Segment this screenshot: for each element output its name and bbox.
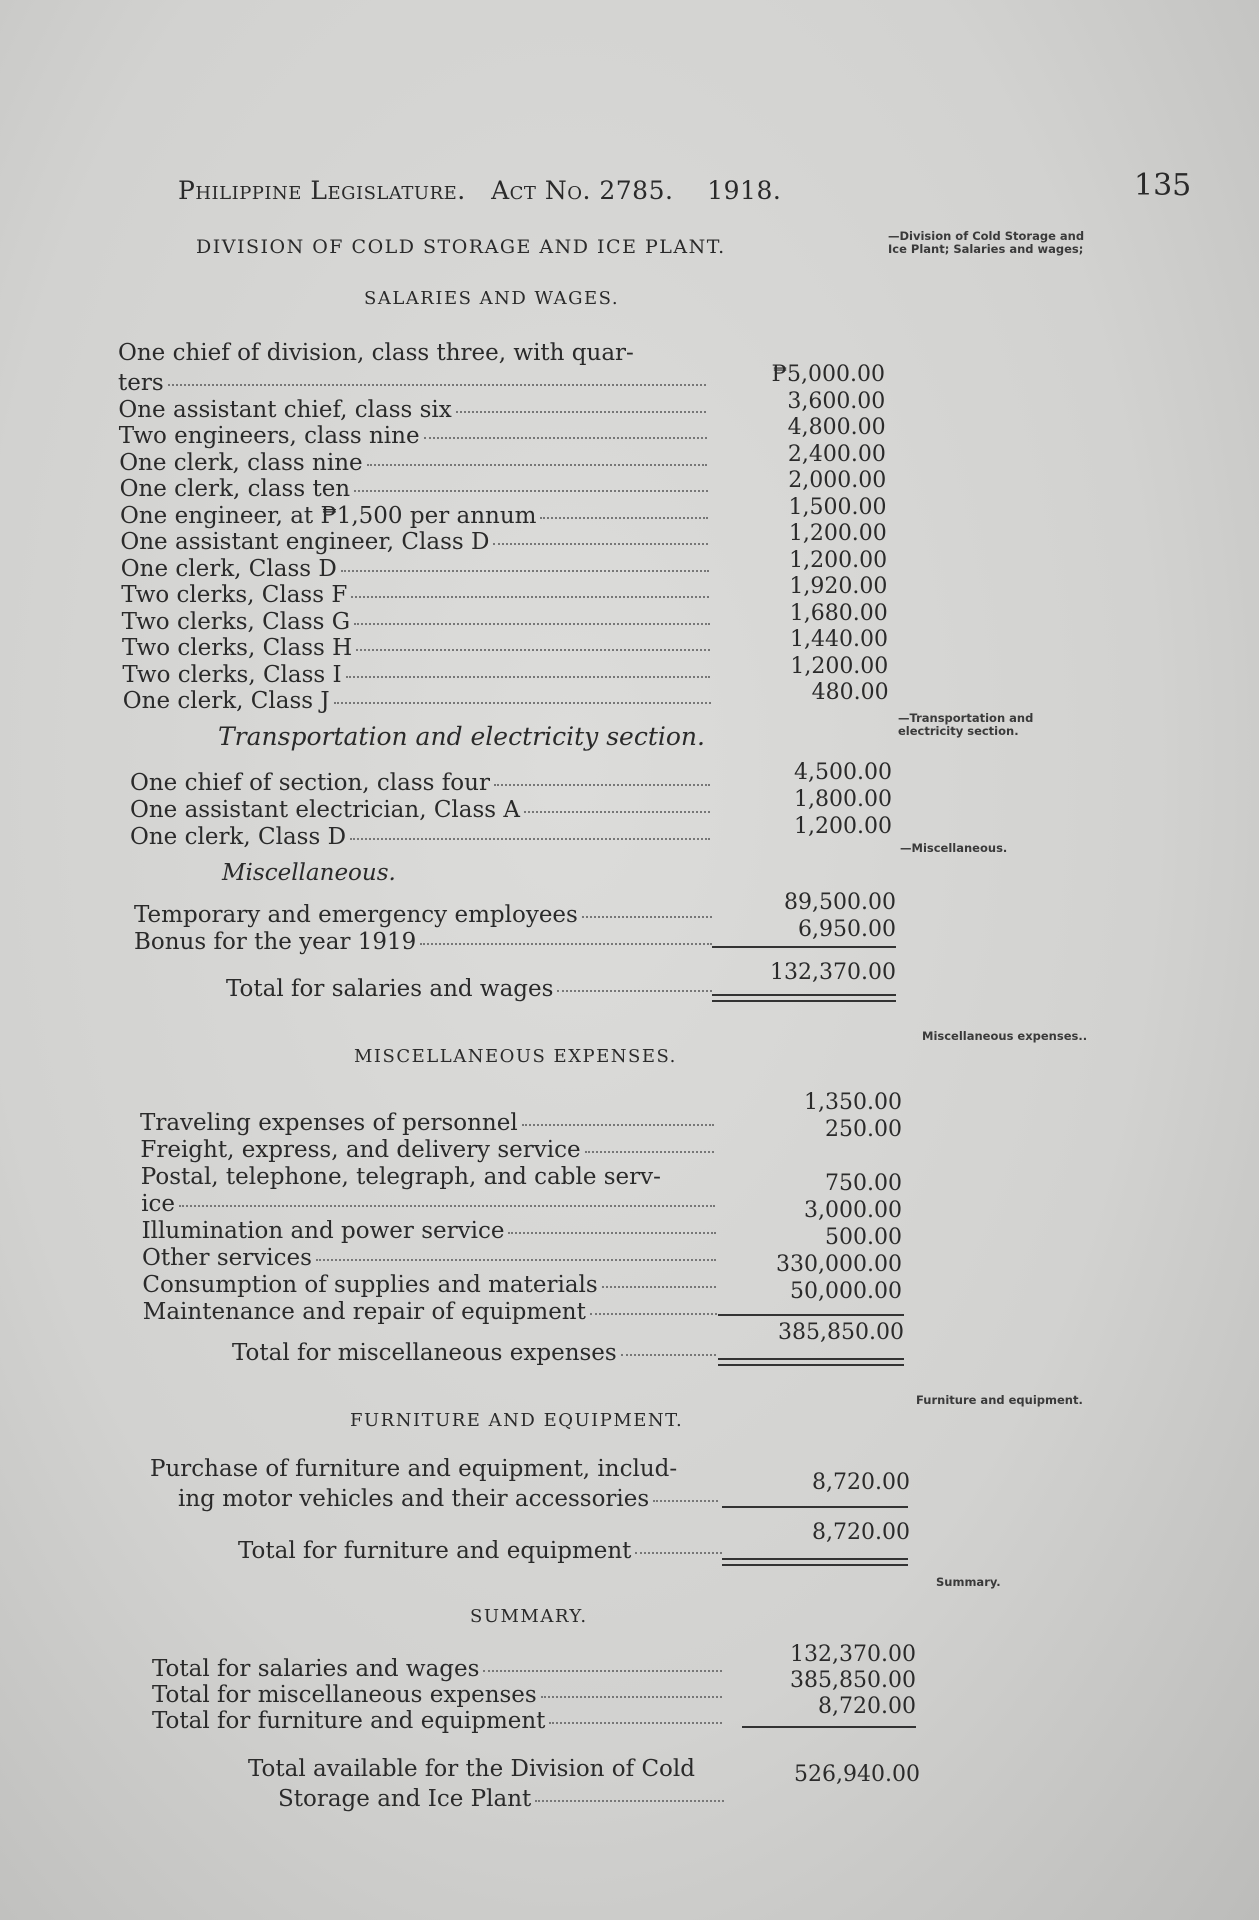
item-value: 1,200.00 [789, 547, 888, 573]
grand-total [278, 1786, 724, 1813]
item-label: One assistant chief, class six [118, 396, 452, 423]
item-label: Freight, express, and delivery service [140, 1137, 581, 1163]
item-label: Other services [142, 1245, 312, 1271]
item-label: One assistant engineer, Class D [120, 529, 490, 555]
leader-dots [493, 542, 708, 545]
item-value: 8,720.00 [818, 1694, 916, 1719]
item-label: One chief of section, class four [130, 770, 490, 796]
margin-note-misc: —Miscellaneous. [900, 841, 1008, 855]
total-value: 132,370.00 [770, 960, 896, 985]
total-label: Total for salaries and wages [226, 976, 554, 1002]
item-label: Traveling expenses of personnel [140, 1110, 518, 1136]
leader-dots [590, 1312, 717, 1315]
leader-dots [582, 915, 712, 918]
item-value: 1,680.00 [789, 600, 888, 626]
item-value: 2,400.00 [787, 441, 886, 467]
item-value: 500.00 [825, 1225, 902, 1250]
item-label: One clerk, class nine [119, 449, 363, 476]
item-value: 1,440.00 [790, 627, 888, 652]
total-row [226, 976, 712, 1003]
misc-sub-heading: Miscellaneous. [222, 860, 396, 886]
leader-dots [179, 1204, 715, 1207]
publication-name: Philippine Legislature. [178, 176, 466, 205]
list-item [141, 1191, 715, 1218]
margin-note-division: —Division of Cold Storage and Ice Plant; Salaries and wages; [888, 229, 1085, 256]
item-label: Temporary and emergency employees [134, 902, 578, 928]
item-value: 132,370.00 [790, 1642, 916, 1667]
list-item [152, 1708, 722, 1735]
running-header [178, 176, 781, 205]
item-label: Two clerks, Class I [122, 661, 342, 688]
item-value: 4,800.00 [787, 415, 886, 440]
item-label: One clerk, Class J [122, 688, 330, 714]
item-label: Total for furniture and equipment [152, 1708, 546, 1734]
leader-dots [540, 516, 708, 519]
item-label: Two engineers, class nine [118, 423, 420, 449]
margin-note-summary: Summary. [936, 1575, 1001, 1589]
item-label: Two clerks, Class H [122, 635, 353, 661]
item-value: 2,000.00 [788, 468, 887, 493]
list-item [142, 1272, 716, 1299]
list-item [134, 929, 712, 956]
list-item [122, 635, 710, 662]
item-label: Bonus for the year 1919 [134, 929, 417, 955]
item-label: One clerk, Class D [120, 555, 337, 582]
item-label: Total for salaries and wages [152, 1656, 480, 1682]
item-value: 50,000.00 [790, 1279, 902, 1304]
list-item [130, 797, 710, 824]
division-title: DIVISION OF COLD STORAGE AND ICE PLANT. [196, 236, 726, 258]
leader-dots [456, 410, 707, 413]
list-item [120, 529, 708, 556]
item-label: One engineer, at ₱1,500 per annum [120, 502, 537, 529]
double-rule [722, 1558, 908, 1566]
leader-dots [334, 701, 711, 704]
item-value: 1,200.00 [794, 814, 892, 839]
list-item [121, 556, 709, 583]
act-year: 1918. [707, 176, 782, 205]
leader-dots [424, 436, 707, 439]
double-rule [718, 1358, 904, 1366]
subtotal-rule [712, 946, 896, 948]
item-value: 480.00 [811, 680, 889, 705]
item-label: Postal, telephone, telegraph, and cable serv- [140, 1164, 661, 1190]
leader-dots [483, 1669, 722, 1672]
item-value: 3,600.00 [787, 388, 886, 414]
item-value: 385,850.00 [790, 1668, 916, 1693]
leader-dots [524, 810, 710, 813]
list-item [142, 1218, 716, 1245]
leader-dots [346, 675, 711, 678]
misc-expenses-heading: MISCELLANEOUS EXPENSES. [354, 1046, 677, 1067]
item-label: ice [141, 1191, 176, 1217]
item-value: 3,000.00 [804, 1198, 902, 1223]
list-item [152, 1656, 722, 1683]
total-label: Storage and Ice Plant [278, 1786, 532, 1812]
furniture-first-line: Purchase of furniture and equipment, includ- [150, 1456, 678, 1482]
list-item [119, 450, 707, 477]
margin-note-furniture: Furniture and equipment. [916, 1393, 1083, 1407]
leader-dots [535, 1799, 724, 1802]
item-value: 250.00 [825, 1117, 902, 1142]
item-label: Total for miscellaneous expenses [152, 1682, 537, 1708]
item-label: ters [118, 370, 164, 396]
list-item [143, 1299, 717, 1326]
margin-note-misc-expenses: Miscellaneous expenses.. [922, 1029, 1088, 1043]
item-value: 1,800.00 [794, 787, 892, 812]
total-label: Total for miscellaneous expenses [232, 1340, 617, 1366]
list-item [119, 423, 707, 450]
transport-heading: Transportation and electricity section. [218, 722, 705, 751]
item-label: Consumption of supplies and materials [142, 1272, 598, 1298]
list-item [118, 370, 706, 397]
grand-total-first-line: Total available for the Division of Cold [248, 1756, 695, 1782]
item-value: 1,350.00 [804, 1090, 902, 1115]
list-item [118, 397, 706, 424]
leader-dots [653, 1499, 718, 1502]
subtotal-rule [742, 1726, 916, 1728]
leader-dots [522, 1123, 714, 1126]
total-value: 385,850.00 [778, 1320, 904, 1345]
item-value: 6,950.00 [798, 917, 896, 942]
summary-heading: SUMMARY. [470, 1606, 588, 1627]
leader-dots [350, 837, 710, 840]
furniture-total [238, 1538, 722, 1565]
item-value: 1,200.00 [788, 521, 887, 546]
item-value: 330,000.00 [776, 1252, 902, 1277]
list-item [152, 1682, 722, 1709]
leader-dots [367, 463, 708, 466]
leader-dots [354, 622, 709, 625]
item-label: ing motor vehicles and their accessories [178, 1486, 650, 1512]
item-label: One clerk, Class D [130, 824, 347, 850]
item-value: 1,920.00 [789, 574, 888, 599]
leader-dots [602, 1285, 717, 1288]
total-value: 8,720.00 [812, 1520, 910, 1545]
list-item [130, 824, 710, 851]
double-rule [712, 994, 896, 1002]
list-item [141, 1164, 715, 1191]
list-item [140, 1137, 714, 1164]
list-item [142, 1245, 716, 1272]
leader-dots [420, 942, 712, 945]
item-label: One clerk, class ten [119, 476, 351, 502]
leader-dots [316, 1258, 716, 1261]
furniture-heading: FURNITURE AND EQUIPMENT. [350, 1410, 684, 1431]
leader-dots [354, 489, 707, 492]
leader-dots [508, 1231, 715, 1234]
leader-dots [585, 1150, 715, 1153]
item-label: Illumination and power service [141, 1218, 505, 1244]
list-item [178, 1486, 718, 1513]
item-value: 8,720.00 [812, 1470, 910, 1495]
item-label: Two clerks, Class G [121, 608, 351, 635]
leader-dots [635, 1551, 722, 1554]
list-item [120, 503, 708, 530]
act-number: Act No. 2785. [491, 176, 674, 205]
grand-total-value: 526,940.00 [794, 1762, 920, 1787]
item-value: 89,500.00 [784, 890, 896, 915]
list-item [121, 582, 709, 609]
subtotal-rule [718, 1314, 904, 1316]
total-row [232, 1340, 716, 1367]
item-value: 4,500.00 [794, 760, 892, 785]
item-value: 1,500.00 [788, 494, 887, 520]
leader-dots [351, 595, 709, 598]
list-item [130, 770, 710, 797]
salaries-heading: SALARIES AND WAGES. [364, 288, 620, 309]
leader-dots [557, 989, 712, 992]
subtotal-rule [722, 1506, 908, 1508]
list-item [140, 1110, 714, 1137]
list-item [122, 662, 710, 689]
total-label: Total for furniture and equipment [238, 1538, 632, 1564]
leader-dots [541, 1695, 722, 1698]
item-label: One assistant electrician, Class A [130, 797, 521, 823]
margin-note-transport: —Transportation and electricity section. [898, 711, 1034, 738]
item-value: ₱5,000.00 [771, 362, 885, 387]
item-label: Two clerks, Class F [121, 582, 348, 608]
list-item [120, 476, 708, 503]
item-label: Maintenance and repair of equipment [142, 1299, 586, 1325]
list-item [122, 609, 710, 636]
item-value: 750.00 [825, 1171, 902, 1196]
leader-dots [356, 648, 710, 651]
leader-dots [168, 383, 706, 386]
list-item [123, 688, 711, 715]
leader-dots [494, 783, 710, 786]
page-number: 135 [1134, 168, 1192, 203]
leader-dots [549, 1721, 722, 1724]
item-value: 1,200.00 [790, 653, 889, 679]
leader-dots [621, 1353, 716, 1356]
list-item [134, 902, 712, 929]
salaries-first-line: One chief of division, class three, with quar- [118, 340, 634, 366]
leader-dots [341, 569, 709, 572]
